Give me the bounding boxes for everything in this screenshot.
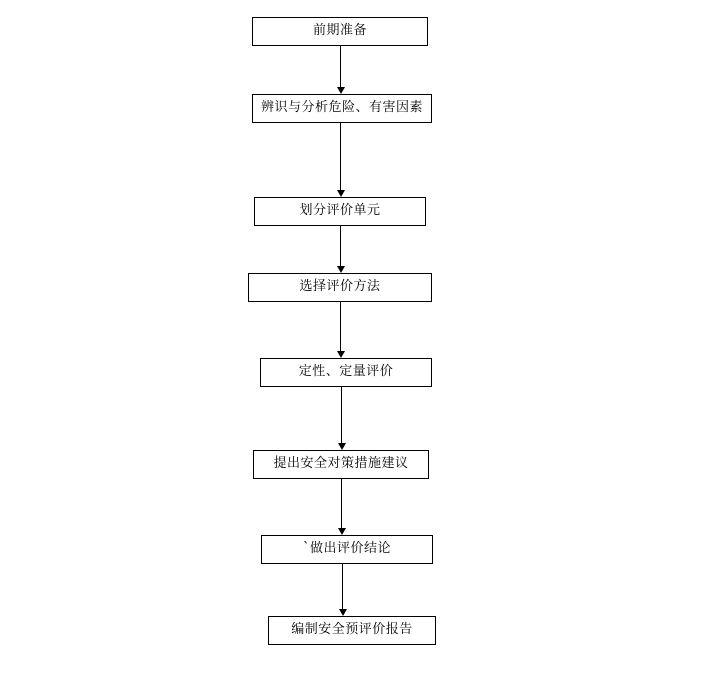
flow-node-n2 bbox=[252, 94, 432, 123]
flow-node-n4 bbox=[248, 273, 432, 302]
flow-node-label: 前期准备 bbox=[312, 23, 367, 39]
flow-node-label: 选择评价方法 bbox=[299, 279, 381, 295]
flow-connector bbox=[340, 302, 341, 352]
flow-node-n1 bbox=[252, 17, 428, 46]
flow-node-label: 编制安全预评价报告 bbox=[291, 622, 413, 638]
flow-node-n3 bbox=[254, 197, 426, 226]
flow-arrowhead bbox=[337, 87, 345, 94]
flow-node-n8 bbox=[268, 616, 436, 645]
flow-node-label: 划分评价单元 bbox=[299, 203, 381, 219]
flow-node-n7 bbox=[261, 535, 433, 564]
flow-node-label: 辨识与分析危险、有害因素 bbox=[260, 100, 423, 116]
flow-node-n6 bbox=[253, 450, 429, 479]
flow-arrowhead bbox=[337, 190, 345, 197]
flow-connector bbox=[340, 123, 341, 191]
flow-connector bbox=[342, 564, 343, 610]
flow-node-label: 提出安全对策措施建议 bbox=[273, 456, 409, 472]
flow-connector bbox=[341, 479, 342, 529]
flow-arrowhead bbox=[337, 351, 345, 358]
flow-node-label: 定性、定量评价 bbox=[298, 364, 394, 380]
flow-connector bbox=[341, 387, 342, 444]
flow-arrowhead bbox=[338, 528, 346, 535]
flow-node-label: `做出评价结论 bbox=[302, 541, 391, 557]
flow-arrowhead bbox=[337, 266, 345, 273]
flow-arrowhead bbox=[339, 609, 347, 616]
flow-node-n5 bbox=[260, 358, 432, 387]
flow-arrowhead bbox=[338, 443, 346, 450]
flow-connector bbox=[340, 226, 341, 267]
flow-connector bbox=[340, 46, 341, 88]
